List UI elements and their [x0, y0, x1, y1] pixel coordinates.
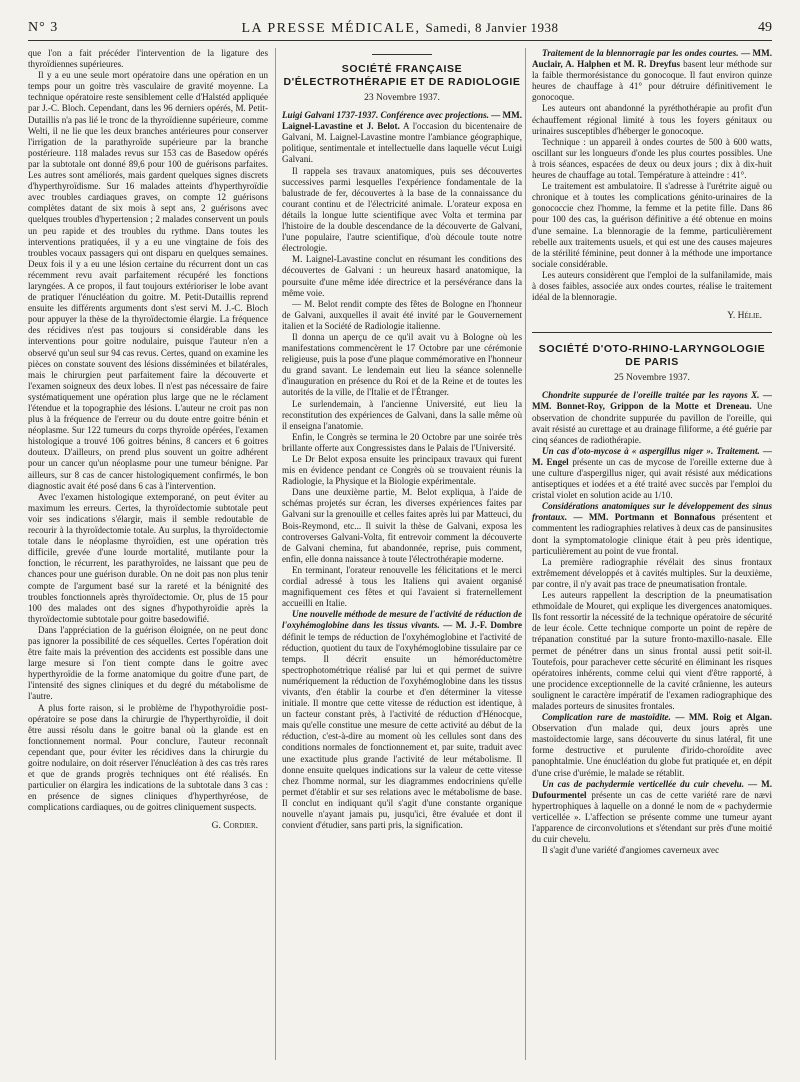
paragraph: Avec l'examen histologique extemporané, on peut éviter au maximum les erreurs. Certes, la thyroïdectomie subtotale peut voir ses indications s'élargir, mais il semble redoutable de recourir à la thyroïdectomie totale. Au surplus, la thyroïdectomie totale dans le néoplasme thyroïdien, est une opération très difficile, grevée d'une lourde mortalité, mutilante pour la fonction, le récurrent, les parathyroïdes, ne laissant que peu de chances pour une guérison durable. On ne doit pas non plus tenir compte de l'argument basé sur la rareté et la bénignité des troubles fonctionnels après thyroïdectomie. Or, plus de 15 pour 100 des malades ont des signes d'hypothyroïdie après la thyroïdectomie subtotale pour goitre basedowifié. — [28, 491, 268, 624]
article-title: Chondrite suppurée de l'oreille traitée par les rayons X. — [542, 390, 760, 401]
paragraph: présente un cas de cette variété rare de nævi hypertrophiques à laquelle on a donné le nom de « pachydermie verticellée ». L'affection se présente comme une tumeur ayant l'apparence de circonvolutions et s'étendant sur près d'une moitié du cuir chevelu. — [532, 789, 772, 845]
column-left — [28, 48, 268, 1063]
paragraph: Dans une deuxième partie, M. Belot expliqua, à l'aide de schémas projetés sur écran, les diverses expériences faites par Galvani sur la grenouille et celles faites après lui par Matteuci, du Bois-Reymond, etc... Il suivit la thèse de Galvani, exposa les controverses Galvani-Volta, fit entrevoir comment la découverte de Galvani chemina, fut abandonnée, reprise, puis comment, enfin, elle donna naissance à toute l'électrothérapie moderne. — [282, 487, 522, 564]
author-signature: Y. Hélie. — [727, 311, 762, 322]
article-authors: — MM. Roig et Algan. — [675, 712, 772, 723]
article-title: Un cas de pachydermie verticellée du cuir chevelu. — [542, 778, 745, 789]
column-right — [532, 48, 772, 1063]
paragraph: En terminant, l'orateur renouvelle les félicitations et le merci cordial adressé à tous les Italiens qui avaient organisé magnifiquement ces fêtes et qui l'avaient si fraternellement accueilli en Italie. — [282, 564, 522, 609]
session-date: 25 Novembre 1937. — [614, 373, 690, 384]
column-middle — [282, 48, 522, 1063]
article — [532, 779, 772, 846]
paragraph: Le traitement est ambulatoire. Il s'adresse à l'urétrite aiguë ou chronique et à toutes les complications génito-urinaires de la gonococcie chez l'homme, la femme et la petite fille. Dans 86 pour 100 des cas, la guérison définitive a été obtenue en moins d'une semaine. La blennoragie de la femme, particulièrement rebelle aux traitements usuels, et qui est une des causes majeures de la stérilité féminine, peut donner à la méthode une importance sociale considérable. — [532, 181, 772, 269]
paragraph: basent leur méthode sur la faible thermorésistance du gonocoque. Il faut environ quinze heures de chauffage à 41° pour détruire définitivement le gonocoque. — [532, 59, 772, 103]
article — [282, 110, 522, 165]
column-divider — [525, 48, 526, 1060]
paragraph: Il y a eu une seule mort opératoire dans une opération en un temps pour un goitre très vasculaire de gravité moyenne. La technique opératoire reste sensiblement celle d'Halstéd appliquée par J.-C. Bloch. Cependant, dans les 96 derniers opérés, M. Petit-Dutaillis n'a pas lié le tronc de la thyroïdienne supérieure, comme Welti, il ne lie que les deux branches antérieures pour conserver l'irrigation de la parathyroïde supérieure par la branche postérieure. 118 malades revus sur 153 cas de Basedow opérés par la subtotale ont donné 89,6 pour 100 de guérisons parfaites. Les autres sont améliorés, mais gardent quelques signes discrets d'hyperthyroïdisme. Sur 16 malades atteints d'hyperthyroïdie avec troubles cardiaques graves, on compte 12 guérisons complètes datant de six mois à sept ans, 2 guérisons avec quelques troubles d'hypertension ; 2 malades conservent un pouls un peu rapide et des troubles du rythme. Dans toutes les interventions pratiquées, il y a eu une vingtaine de fois des troubles vocaux passagers qui ont disparu en quelques semaines. Deux fois il y a eu une lésion certaine du récurrent dont un cas récemment revu avait parfaitement récupéré les fonctions laryngées. A ce propos, il faut toujours extérioriser le lobe avant de pratiquer l'énucléation du goitre. M. Petit-Dutaillis reprend ensuite les différents arguments dont s'est servi M. J.-C. Bloch pour appuyer la thèse de la thyroïdectomie élargie. La fréquence des récidives n'est pas toujours si considérable dans les interventions pour goitre nodulaire, puisque l'auteur n'en a observé qu'un seul sur 94 cas revus. Certes, quand on examine les pièces on constate souvent des lésions disséminées et bilatérales, mais le chirurgien peut parfaitement faire la découverte et l'examen soigneux des deux lobes. Il n'est pas nécessaire de faire systématiquement une opération plus large que ne le réclament l'étendue et la topographie des lésions. L'auteur ne croit pas non plus à la fréquence de l'erreur ou du doute entre goitre bénin et néoplasme. Sur 122 tumeurs du corps thyroïde opérées, l'examen histologique a trouvé 106 goitres bénins, 8 cancers et 6 goitres douteux. D'ailleurs, on prend plus souvent un goitre adhérent pour un cancer qu'un néoplasme pour une tumeur bénigne. Par ailleurs, sur 8 cas de cancer histologiquement confirmés, le bon diagnostic avait été posé dans 6 cas à l'intervention. — [28, 70, 268, 491]
divider — [372, 54, 432, 55]
paragraph: A plus forte raison, si le problème de l'hypothyroïdie post-opératoire se pose dans la chirurgie de l'hyperthyroïdie, il doit être aussi résolu dans le goitre banal où la glande est en fonctionnement normal. Pour conclure, l'auteur reconnaît cependant que, pour éviter les récidives dans la chirurgie du goitre nodulaire, on doit réserver l'énucléation à des cas très rares et que de grands progrès techniques ont été réalisés. En particulier on élargira les indications de la subtotale dans 3 cas : en présence de signes cliniques d'hyperthyréose, de complications cardiaques, ou de goitres cliniquement suspects. — [28, 702, 268, 813]
paragraph: Observation d'un malade qui, deux jours après une mastoïdectomie large, sans découverte du sinus latéral, fit une forme destructive et purulente d'irido-choroïdite avec panophtalmie. Une énucléation du globe fut pratiquée et, en dépit d'une crise d'urémie, le malade se rétablit. — [532, 723, 772, 778]
article — [282, 609, 522, 831]
paragraph: Les auteurs ont abandonné la pyréthothérapie au profit d'un échauffement régional limité à tous les foyers génitaux ou urinaires susceptibles d'héberger le gonocoque. — [532, 103, 772, 136]
paragraph: présentent et commentent les radiographies relatives à deux cas de pansinusites dont la symptomatologie clinique était à peu près identique, particulièrement au point de vue frontal. — [532, 512, 772, 556]
society-title: SOCIÉTÉ D'OTO-RHINO-LARYNGOLOGIE DE PARIS — [538, 343, 766, 369]
column-divider — [275, 48, 276, 1060]
paragraph: Les auteurs rappellent la description de la pneumatisation ethmoïdale de Mouret, qui explique les divergences anatomiques. Ils font ressortir la nécessité de la technique opératoire de sécurité de leur école. Cette technique comporte un point de repère de trépanation constitué par la suture fronto-maxillo-nasale. Elle permet de pénétrer dans un sinus frontal aussi petit soit-il. Toutefois, pour parachever cette sécurité en éliminant les risques opératoires inhérents, comme celui qui vient d'être rapporté, à une procidence exceptionnelle de la cavité crânienne, les auteurs soulignent le caractère impératif de l'examen radiographique des malades porteurs de sinusites frontales. — [532, 590, 772, 711]
article-authors: — MM. Laignel-Lavastine et J. Belot. — [282, 110, 522, 132]
paragraph: La première radiographie révélait des sinus frontaux extrêmement développés et à cavités multiples. Sur la deuxième, par contre, il n'y avait pas trace de pneumatisation frontale. — [532, 556, 772, 589]
session-date: 23 Novembre 1937. — [364, 93, 440, 103]
paragraph: A l'occasion du bicentenaire de Galvani, M. Laignel-Lavastine montre l'ambiance géographique, politique, sentimentale et intellectuelle dans laquelle vécut Luigi Galvani. — [282, 121, 522, 165]
article-title: Complication rare de mastoïdite. — [542, 712, 671, 723]
article — [532, 501, 772, 556]
article-title: Une nouvelle méthode de mesure de l'activité de réduction de l'oxyhémoglobine dans les tissus vivants. — [282, 609, 522, 631]
running-title — [28, 20, 772, 37]
paragraph: Une observation de chondrite suppurée du pavillon de l'oreille, qui avait résisté au curettage et au drainage filiforme, a été guérie par cinq séances de radiothérapie. — [532, 401, 772, 445]
article-authors: — MM. Auclair, A. Halphen et M. R. Dreyfus — [532, 48, 772, 70]
paragraph: M. Laignel-Lavastine conclut en résumant les conditions des découvertes de Galvani : un heureux hasard anatomique, la poursuite d'une même idée directrice et la persévérance dans la même voie. — [282, 254, 522, 298]
paragraph: Dans l'appréciation de la guérison éloignée, on ne peut donc pas ignorer la possibilité de ces séquelles. Certes l'opération doit être faite mais la prévention des accidents est possible dans une large mesure si l'on tient compte dans le goitre avec hyperthyroïdie de la forme anatomique du goitre d'une part, de l'intensité des signes cliniques et du degré du métabolisme de l'autre. — [28, 624, 268, 702]
paragraph: définit le temps de réduction de l'oxyhémoglobine et l'activité de réduction, quotient du taux de l'oxyhémoglobine tissulaire par ce temps. Il décrit ensuite un hémoréductomètre spectrophotométrique réalisé par lui et qui permet de suivre numériquement la réduction de l'oxyhémoglobine dans les tissus vivants, d'en établir la courbe et d'en déterminer la vitesse initiale. Il montre que cette vitesse de réduction est identique, à un facteur constant près, à l'activité de réduction d'Hénocque, mais qu'elle constitue une mesure de cette activité au début de la réduction, c'est-à-dire au moment où les cellules sont dans des conditions normales de fonctionnement et, par suite, traduit avec une exactitude plus grande l'activité de leur métabolisme. Il donne ensuite quelques indications sur la valeur de cette vitesse chez l'homme normal, sur les diagrammes endocriniens qu'elle permet d'établir et sur ses relations avec le métabolisme de base. Il conclut en indiquant qu'il s'agit d'une constante organique nouvelle n'ayant jamais pu, jusqu'ici, être évaluée et dont il convient d'étudier, sans parti pris, la signification. — [282, 631, 522, 831]
paragraph: Il donna un aperçu de ce qu'il avait vu à Bologne où les manifestations commencèrent le 17 Octobre par une cérémonie religieuse, puis la pose d'une plaque commémorative en l'honneur du grand savant. Le lendemain eut lieu la séance solennelle d'inauguration en présence du Roi et de la Reine et de toutes les autorités de la ville, de l'Italie et de l'Étranger. — [282, 331, 522, 398]
issue-number: N° 3 — [28, 20, 59, 35]
article-authors: — M. J.-F. Dombre — [443, 620, 522, 631]
article — [532, 446, 772, 501]
article-title: Un cas d'oto-mycose à « aspergillus niger ». Traitement. — [542, 445, 760, 456]
paragraph: Les auteurs considèrent que l'emploi de la sulfanilamide, mais à doses faibles, associée aux ondes courtes, réalise le traitement idéal de la blennoragie. — [532, 269, 772, 303]
paragraph: Le Dr Belot exposa ensuite les principaux travaux qui furent mis en évidence pendant ce Congrès où se trouvaient réunis la Radiologie, la Physique et la Biologie expérimentale. — [282, 454, 522, 487]
article-title: Luigi Galvani 1737-1937. Conférence avec projections. — [282, 110, 489, 121]
article-title: Traitement de la blennorragie par les ondes courtes. — [542, 48, 739, 58]
page-header — [28, 18, 772, 41]
paragraph: Enfin, le Congrès se termina le 20 Octobre par une soirée très brillante offerte aux Congressistes dans le Palais de l'Université. — [282, 431, 522, 453]
author-signature: G. Cordier. — [211, 821, 258, 832]
paragraph: — M. Belot rendit compte des fêtes de Bologne en l'honneur de Galvani, auxquelles il avait été invité par le Gouvernement italien et la Société de Radiologie italienne. — [282, 298, 522, 331]
article — [532, 712, 772, 779]
article — [532, 48, 772, 103]
page-number: 49 — [758, 20, 772, 35]
paragraph: Il s'agit d'une variété d'angiomes caverneux avec — [542, 845, 720, 856]
article-authors: — MM. Portmann et Bonnafous — [573, 512, 716, 523]
article-authors: — M. Dufourmentel — [532, 778, 772, 800]
paragraph: que l'on a fait précéder l'intervention de la ligature des thyroïdiennes supérieures. — [28, 48, 268, 70]
issue-date: Samedi, 8 Janvier 1938 — [425, 20, 559, 35]
divider — [532, 332, 772, 333]
article-authors: — MM. Bonnet-Roy, Grippon de la Motte et Dreneau. — [532, 390, 772, 412]
paragraph: Technique : un appareil à ondes courtes de 500 à 600 watts, oscillant sur les longueurs d'onde les plus courtes possibles. Une à trois séances, espacées de deux ou deux jours ; dix à dix-huit heures de chauffage au total. Température à atteindre : 41°. — [532, 136, 772, 181]
society-title: SOCIÉTÉ FRANÇAISE D'ÉLECTROTHÉRAPIE ET DE RADIOLOGIE — [283, 63, 521, 88]
article — [532, 390, 772, 445]
article-authors: — M. Engel — [532, 445, 772, 467]
paragraph: présente un cas de mycose de l'oreille externe due à une culture d'aspergillus niger, qui avait résisté aux médications antiseptiques et iodées et a été traité avec succès par l'emploi du cristal violet en solution acide au 1/10. — [532, 456, 772, 501]
journal-name: LA PRESSE MÉDICALE, — [241, 21, 421, 36]
article-title: Considérations anatomiques sur le développement des sinus frontaux. — [532, 501, 772, 523]
paragraph: Le surlendemain, à l'ancienne Université, eut lieu la reconstitution des expériences de Galvani, dans la salle même où il enseigna l'anatomie. — [282, 398, 522, 431]
paragraph: Il rappela ses travaux anatomiques, puis ses découvertes successives parmi lesquelles l'expérience fondamentale de la balustrade de fer, découvertes à la base de la connaissance du courant continu et de l'électricité animale. L'orateur exposa en détails la longue lutte scientifique avec Volta et termina par l'histoire de la double descendance de la découverte de Galvani, l'une populaire, l'autre scientifique, d'où découle toute notre électrologie. — [282, 165, 522, 254]
